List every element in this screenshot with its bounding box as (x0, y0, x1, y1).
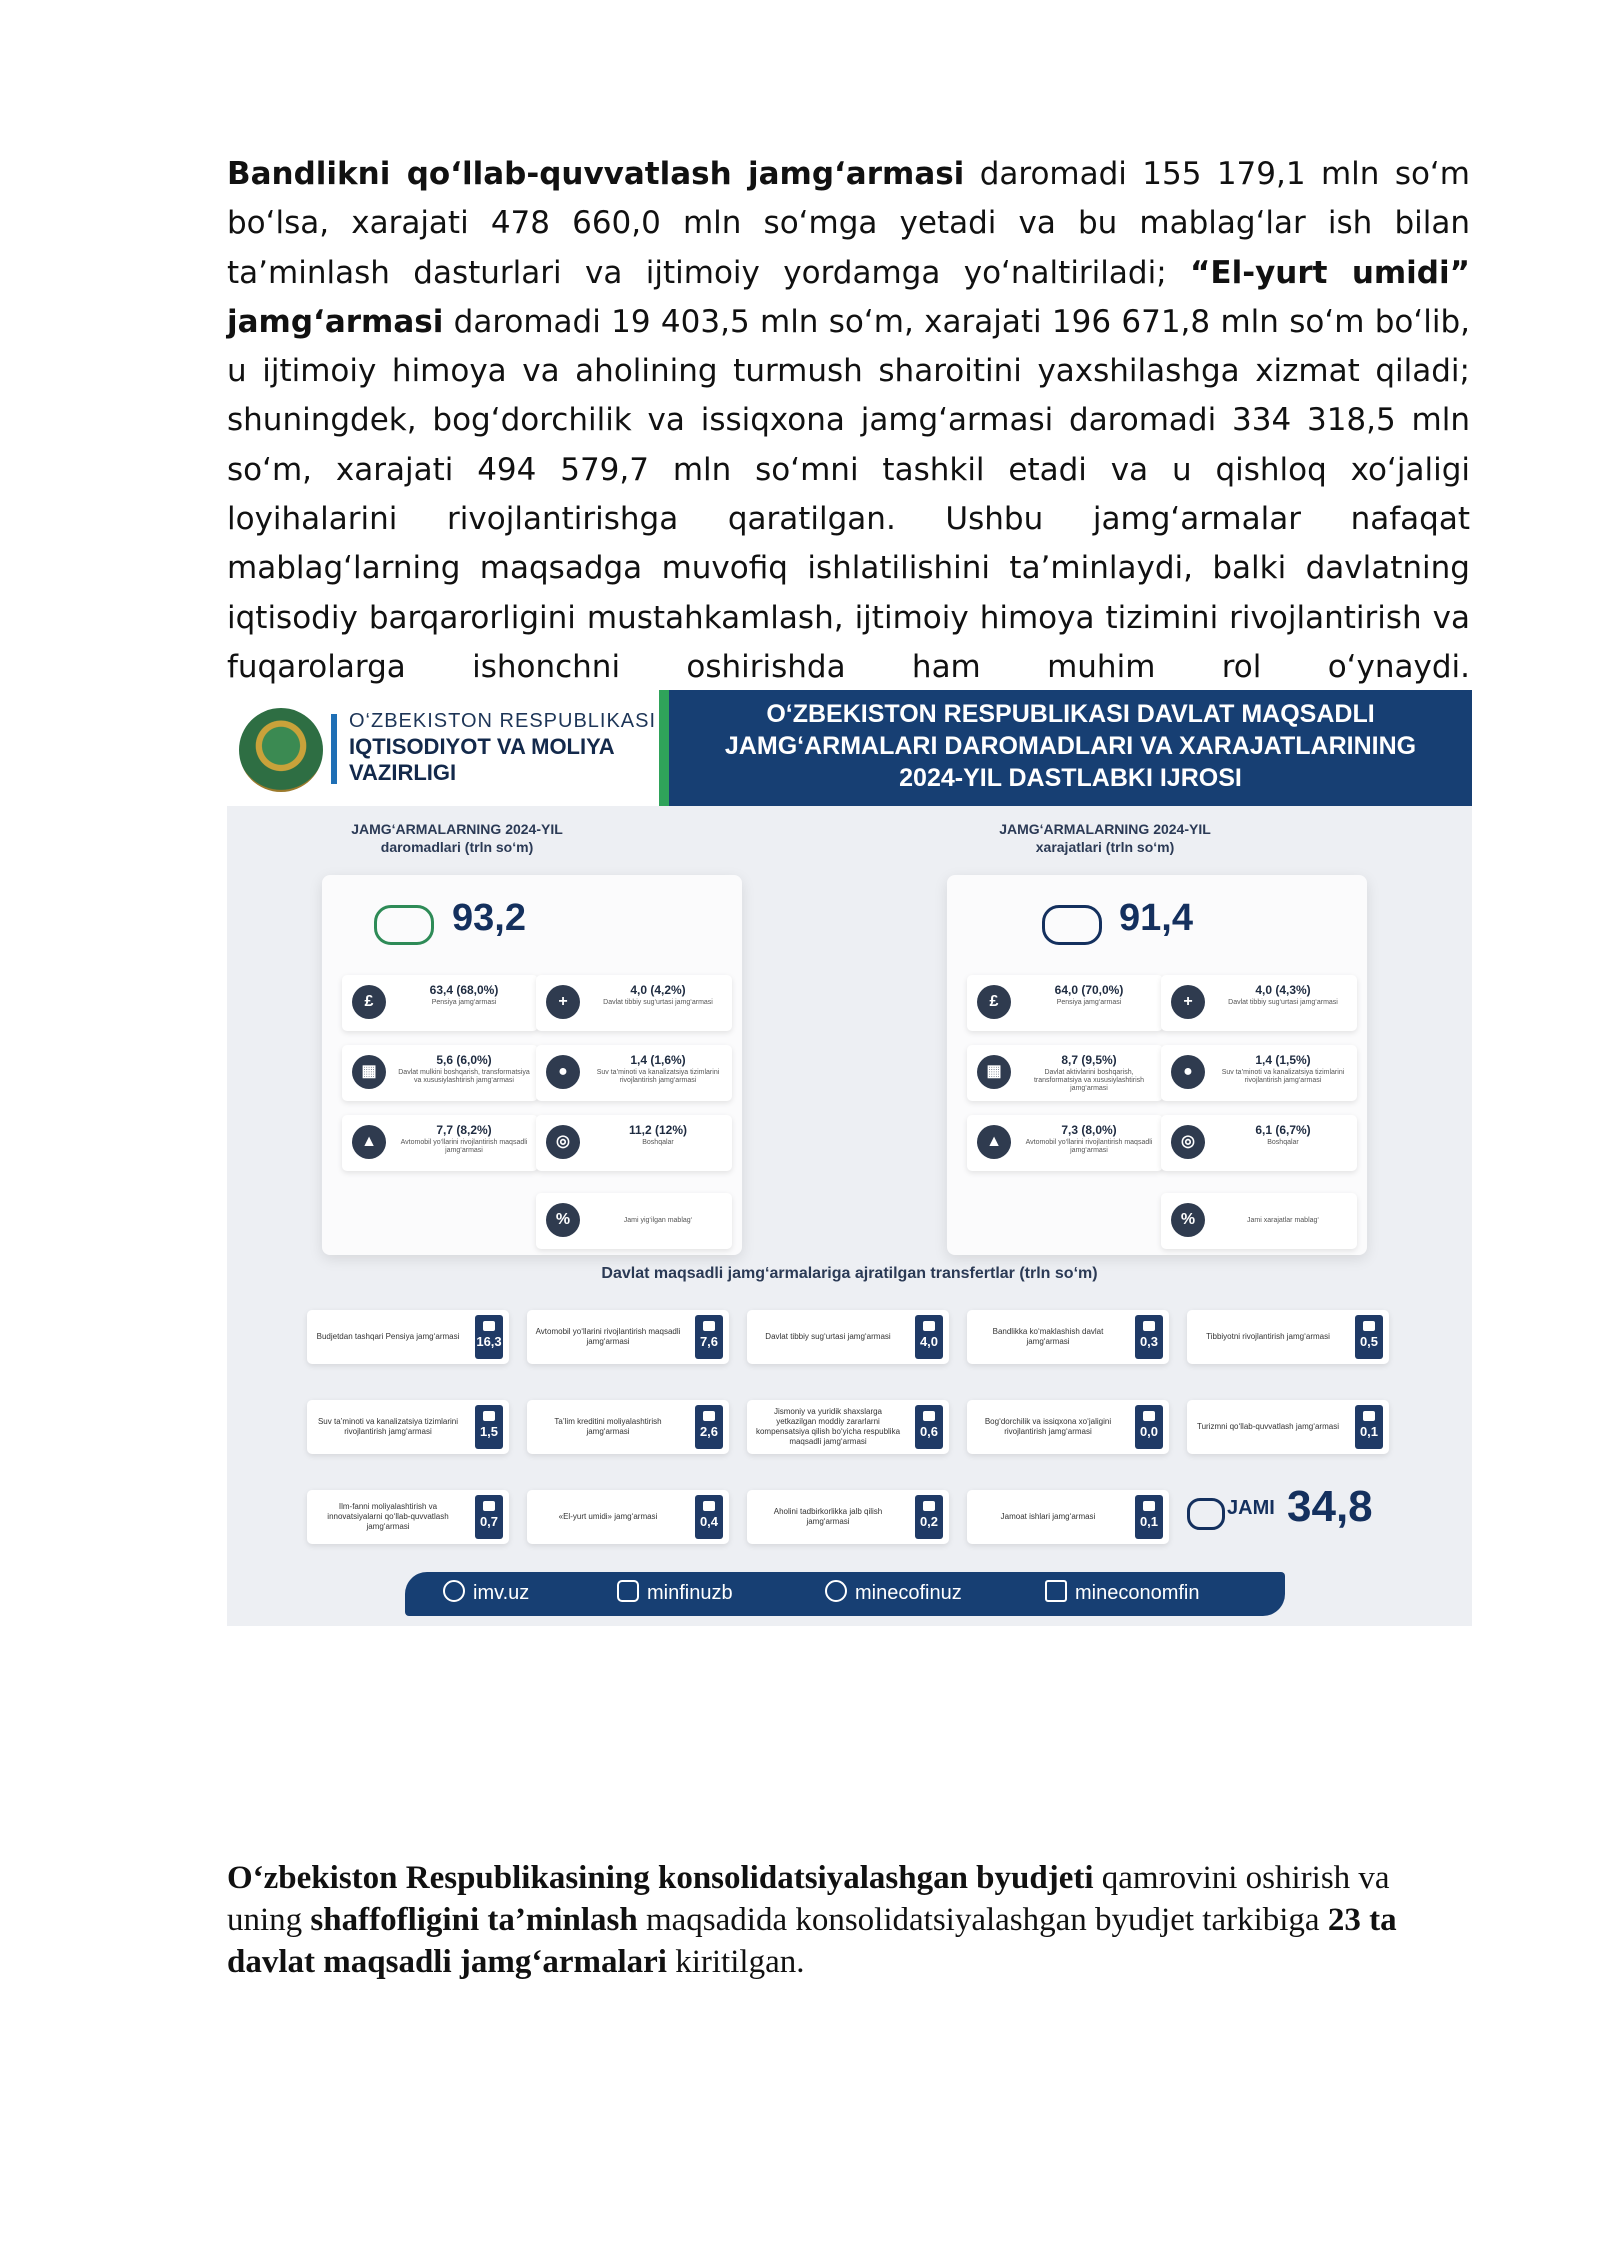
fund-value: 1,4 (1,6%) (630, 1053, 686, 1067)
fund-value: 7,7 (8,2%) (436, 1123, 492, 1137)
transfer-item (967, 1490, 1169, 1544)
fund-label: Pensiya jamg‘armasi (1056, 999, 1122, 1006)
transfer-value: 0,3 (1135, 1315, 1163, 1359)
transfer-label: Aholini tadbirkorlikka jalb qilish jamg‘armasi (773, 1507, 883, 1526)
income-fund-item (536, 1193, 732, 1249)
water-icon: ● (1171, 1055, 1205, 1089)
transfer-value: 16,3 (475, 1315, 503, 1359)
fund-label: Boshqalar (1267, 1139, 1299, 1146)
fund-value: 5,6 (6,0%) (436, 1053, 492, 1067)
transfer-label: Tibbiyotni rivojlantirish jamg‘armasi (1206, 1332, 1330, 1341)
transfers-title: Davlat maqsadli jamg‘armalariga ajratilgan transfertlar (trln so‘m) (601, 1265, 1098, 1282)
transfer-value: 0,5 (1355, 1315, 1383, 1359)
transfers-total-value: 34,8 (1287, 1482, 1373, 1531)
transfer-item (967, 1400, 1169, 1454)
fund-value: 7,3 (8,0%) (1061, 1123, 1117, 1137)
ministry-line-1: O‘ZBEKISTON RESPUBLIKASI (349, 710, 657, 732)
transfer-label: «El-yurt umidi» jamg‘armasi (558, 1512, 658, 1521)
expense-fund-item (967, 975, 1163, 1031)
telegram-icon (825, 1580, 847, 1602)
transfer-label: Bog‘dorchilik va issiqxona xo‘jaligini rivojlantirish jamg‘armasi (984, 1417, 1112, 1436)
money-bills-icon (1042, 905, 1102, 945)
transfers-total-label: JAMI (1227, 1497, 1275, 1519)
fund-label: Suv ta’minoti va kanalizatsiya tizimlarini rivojlantirish jamg‘armasi (1221, 1069, 1345, 1084)
fund-value: 1,4 (1,5%) (1255, 1053, 1311, 1067)
transfer-value: 0,1 (1135, 1495, 1163, 1539)
fund-label: Davlat tibbiy sug‘urtasi jamg‘armasi (1228, 999, 1338, 1006)
fund-value: 6,1 (6,7%) (1255, 1123, 1311, 1137)
infographic (227, 690, 1472, 1626)
expense-fund-item (967, 1045, 1163, 1101)
transfer-label: Turizmni qo‘llab-quvvatlash jamg‘armasi (1197, 1422, 1339, 1431)
transfer-value: 4,0 (915, 1315, 943, 1359)
coins-stack-icon (374, 905, 434, 945)
coins-icon: ◎ (1171, 1125, 1205, 1159)
transfer-item (307, 1490, 509, 1544)
income-fund-item (536, 975, 732, 1031)
transfer-value: 1,5 (475, 1405, 503, 1449)
transfer-value: 0,4 (695, 1495, 723, 1539)
fund-label: Davlat aktivlarini boshqarish, transformatsiya va xususiylashtirish jamg‘armasi (1033, 1069, 1145, 1092)
pension-icon: £ (977, 985, 1011, 1019)
paragraph-funds: Bandlikni qo‘llab-quvvatlash jamg‘armasi daromadi 155 179,1 mln so‘m bo‘lsa, xarajati 478 660,0 mln so‘mga yetadi va bu mablag‘lar ish bilan ta’minlash dasturlari va ijtimoiy yordamga yo‘naltiriladi; “El-yurt umidi” jamg‘armasi daromadi 19 403,5 mln so‘m, xarajati 196 671,8 mln so‘m bo‘lib, u ijtimoiy himoya va aholining turmush sharoitini yaxshilashga xizmat qiladi; shuningdek, bog‘dorchilik va issiqxona jamg‘armasi daromadi 334 318,5 mln so‘m, xarajati 494 579,7 mln so‘mni tashkil etadi va u qishloq xo‘jaligi loyihalarini rivojlantirishga qaratilgan. Ushbu jamg‘armalar nafaqat mablag‘larning maqsadga muvofiq ishlatilishini ta’minlaydi, balki davlatning iqtisodiy barqarorligini mustahkamlash, ijtimoiy himoya tizimini rivojlantirish va fuqarolarga ishonchni oshirishda ham muhim rol o‘ynaydi. (227, 156, 1471, 685)
medical-icon: + (546, 985, 580, 1019)
ministry-line-3: VAZIRLIGI (349, 760, 457, 785)
transfer-item (1187, 1310, 1389, 1364)
fund-label: Avtomobil yo‘llarini rivojlantirish maqsadli jamg‘armasi (400, 1139, 528, 1154)
fund-value: 4,0 (4,2%) (630, 983, 686, 997)
income-card (322, 875, 742, 1255)
globe-icon (443, 1580, 465, 1602)
transfer-label: Suv ta’minoti va kanalizatsiya tizimlarini rivojlantirish jamg‘armasi (317, 1417, 459, 1436)
fund-label: Jami xarajatlar mablag‘ (1247, 1217, 1319, 1224)
transfer-item (307, 1310, 509, 1364)
expense-card (947, 875, 1367, 1255)
building-icon: ▦ (977, 1055, 1011, 1089)
ministry-line-2: IQTISODIYOT VA MOLIYA (349, 734, 615, 759)
fund-label: Pensiya jamg‘armasi (431, 999, 497, 1006)
fund-value: 63,4 (68,0%) (429, 983, 499, 997)
transfer-label: Ta’lim kreditini moliyalashtirish jamg‘armasi (554, 1417, 662, 1436)
transfer-item (527, 1400, 729, 1454)
coins-icon: ◎ (546, 1125, 580, 1159)
road-icon: ▲ (977, 1125, 1011, 1159)
paragraph-consolidated-budget: O‘zbekiston Respublikasining konsolidatsiyalashgan byudjeti qamrovini oshirish va uning shaffofligini ta’minlash maqsadida konsolidatsiyalashgan byudjet tarkibiga 23 ta davlat maqsadli jamg‘armalari kiritilgan. (227, 1860, 1397, 1980)
fund-value: 64,0 (70,0%) (1054, 983, 1124, 997)
expense-fund-item (1161, 1115, 1357, 1171)
state-emblem-icon (239, 708, 323, 792)
income-fund-item (536, 1115, 732, 1171)
fund-label: Davlat tibbiy sug‘urtasi jamg‘armasi (603, 999, 713, 1006)
income-total: 93,2 (452, 897, 526, 939)
water-icon: ● (546, 1055, 580, 1089)
transfer-label: Budjetdan tashqari Pensiya jamg‘armasi (316, 1332, 460, 1341)
instagram-icon (617, 1580, 639, 1602)
fund-label: Avtomobil yo‘llarini rivojlantirish maqsadli jamg‘armasi (1025, 1139, 1153, 1154)
transfer-value: 2,6 (695, 1405, 723, 1449)
transfer-item (747, 1490, 949, 1544)
facebook-icon (1045, 1580, 1067, 1602)
transfer-label: Avtomobil yo‘llarini rivojlantirish maqsadli jamg‘armasi (535, 1327, 681, 1346)
expense-fund-item (1161, 975, 1357, 1031)
transfer-item (307, 1400, 509, 1454)
footer-instagram[interactable]: minfinuzb (617, 1580, 733, 1605)
header-divider (659, 690, 669, 806)
transfer-label: Bandlikka ko‘maklashish davlat jamg‘armasi (992, 1327, 1104, 1346)
transfer-value: 0,0 (1135, 1405, 1163, 1449)
transfer-label: Jamoat ishlari jamg‘armasi (1000, 1512, 1096, 1521)
fund-label: Jami yig‘ilgan mablag‘ (623, 1217, 693, 1224)
transfer-label: Davlat tibbiy sug‘urtasi jamg‘armasi (765, 1332, 891, 1341)
income-fund-item (342, 1045, 538, 1101)
medical-icon: + (1171, 985, 1205, 1019)
fund-label: Davlat mulkini boshqarish, transformatsiya va xususiylashtirish jamg‘armasi (398, 1069, 530, 1084)
income-fund-item (536, 1045, 732, 1101)
fund-value: 11,2 (12%) (628, 1123, 688, 1137)
fund-value: 8,7 (9,5%) (1061, 1053, 1117, 1067)
transfer-value: 7,6 (695, 1315, 723, 1359)
expense-fund-item (1161, 1045, 1357, 1101)
expense-total: 91,4 (1119, 897, 1193, 939)
transfer-label: Jismoniy va yuridik shaxslarga yetkazilgan moddiy zararlarni kompensatsiya qilish bo‘yicha respublika maqsadli jamg‘armasi (755, 1407, 901, 1446)
footer-telegram[interactable]: minecofinuz (825, 1580, 962, 1605)
transfer-item (967, 1310, 1169, 1364)
income-fund-item (342, 1115, 538, 1171)
transfer-value: 0,1 (1355, 1405, 1383, 1449)
social-footer (405, 1572, 1285, 1616)
ministry-accent-bar (331, 714, 337, 784)
footer-facebook[interactable]: mineconomfin (1045, 1580, 1200, 1605)
transfer-item (527, 1490, 729, 1544)
transfer-item (747, 1310, 949, 1364)
footer-website[interactable]: imv.uz (443, 1580, 529, 1605)
percent-icon: % (1171, 1203, 1205, 1237)
transfer-item (747, 1400, 949, 1454)
transfer-value: 0,6 (915, 1405, 943, 1449)
income-fund-item (342, 975, 538, 1031)
fund-value: 4,0 (4,3%) (1255, 983, 1311, 997)
road-icon: ▲ (352, 1125, 386, 1159)
income-heading: JAMG‘ARMALARNING 2024-YIL daromadlari (trln so‘m) (351, 821, 563, 855)
transfer-item (527, 1310, 729, 1364)
transfer-value: 0,7 (475, 1495, 503, 1539)
coins-icon (1187, 1498, 1225, 1530)
building-icon: ▦ (352, 1055, 386, 1089)
transfer-label: Ilm-fanni moliyalashtirish va innovatsiyalarni qo‘llab-quvvatlash jamg‘armasi (327, 1502, 449, 1531)
expense-fund-item (967, 1115, 1163, 1171)
fund-label: Suv ta’minoti va kanalizatsiya tizimlarini rivojlantirish jamg‘armasi (596, 1069, 720, 1084)
transfer-item (1187, 1400, 1389, 1454)
infographic-header (227, 690, 1472, 806)
expense-heading: JAMG‘ARMALARNING 2024-YIL xarajatlari (trln so‘m) (999, 821, 1211, 855)
percent-icon: % (546, 1203, 580, 1237)
transfer-value: 0,2 (915, 1495, 943, 1539)
pension-icon: £ (352, 985, 386, 1019)
fund-label: Boshqalar (642, 1139, 674, 1146)
infographic-title: O‘ZBEKISTON RESPUBLIKASI DAVLAT MAQSADLI JAMG‘ARMALARI DAROMADLARI VA XARAJATLARINING 2024-YIL DASTLABKI IJROSI (724, 700, 1417, 792)
expense-fund-item (1161, 1193, 1357, 1249)
